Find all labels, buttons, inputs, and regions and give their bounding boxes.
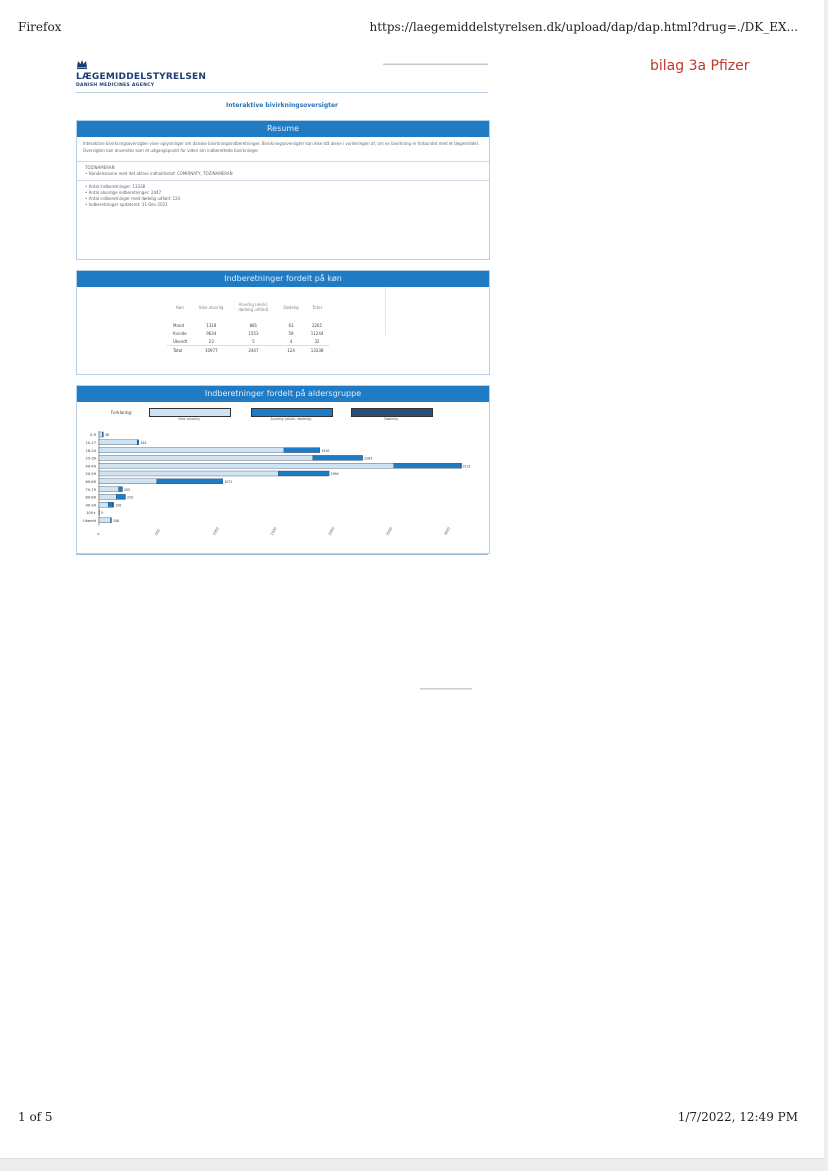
legend-text-serious: Alvorlig (ekskl. dødelig) (270, 417, 312, 421)
cell: 9634 (206, 330, 217, 336)
age-tick-label: 25-39 (85, 456, 96, 461)
cell: 13338 (305, 346, 330, 355)
bar-segment-1 (119, 487, 123, 492)
drug-name: TOZINAMERAN (85, 165, 115, 170)
print-url: https://laegemiddelstyrelsen.dk/upload/dap/dap.html?drug=./DK_EX... (369, 20, 798, 34)
age-bar-chart (77, 428, 489, 548)
header-non-serious: Ikke alvorlig (199, 304, 224, 310)
gender-panel (76, 270, 490, 375)
x-tick-label: 0 (96, 532, 101, 537)
bar-segment-1 (137, 440, 139, 445)
cell: 23 (208, 338, 214, 344)
stat-updated: Indberetninger opdateret: 31-Dec-2021 (88, 202, 168, 207)
print-datetime: 1/7/2022, 12:49 PM (677, 1110, 798, 1124)
x-tick-label: 500 (154, 528, 161, 537)
cell: 2261 (311, 322, 323, 328)
bar-segment-1 (313, 455, 363, 460)
table-row-total (167, 346, 329, 355)
illegible-note-icon (383, 62, 488, 67)
bar-segment-1 (278, 471, 329, 476)
column-divider (385, 287, 386, 335)
cell: 10977 (193, 346, 229, 355)
bar-segment-1 (284, 448, 320, 453)
x-tick-label: 1000 (212, 526, 220, 537)
age-tick-label: 90-99 (85, 503, 96, 508)
legend-text-non-serious: Ikke alvorlig (178, 417, 200, 421)
bar-data-label: 1071 (224, 480, 233, 484)
bar-segment-0 (99, 448, 284, 453)
cell: 32 (314, 338, 320, 344)
legend-swatch-non-serious (149, 408, 231, 417)
bar-data-label: 203 (123, 487, 131, 492)
bar-segment-0 (99, 463, 394, 468)
cell: 1553 (248, 330, 259, 336)
bar-data-label: 5 (101, 511, 104, 516)
bar-segment-1 (394, 463, 461, 468)
cell: 59 (288, 330, 294, 336)
stat-item: • Antal alvorlige indberetninger: 2447 (85, 190, 162, 195)
age-panel (76, 385, 490, 554)
cell: 2447 (229, 346, 277, 355)
legend-swatch-serious (251, 408, 333, 417)
resume-panel (76, 120, 490, 260)
bar-segment-0 (99, 494, 116, 499)
bar-segment-1 (111, 518, 112, 523)
crown-icon (76, 58, 88, 70)
bar-data-label: 229 (126, 495, 134, 500)
chart-legend (111, 408, 421, 424)
bar-segment-0 (99, 432, 102, 437)
stat-item: • Indberetninger opdateret: 31-Dec-2021 (85, 202, 168, 207)
bar-segment-1 (108, 502, 113, 507)
illegible-footer-icon (420, 687, 472, 691)
bar-segment-2 (113, 502, 114, 507)
age-tick-label: 50-59 (85, 472, 96, 477)
cell: 11244 (310, 330, 324, 336)
bar-segment-0 (99, 510, 100, 515)
divider (77, 161, 489, 162)
age-heading: Indberetninger fordelt på aldersgruppe (77, 386, 489, 402)
age-tick-label: 80-89 (85, 495, 96, 500)
bar-segment-0 (99, 455, 313, 460)
cell: 5 (252, 338, 255, 344)
agency-name: LÆGEMIDDELSTYRELSEN (76, 72, 207, 82)
cell: Total (167, 346, 193, 355)
page-count: 1 of 5 (18, 1110, 53, 1124)
cell: 4 (289, 338, 293, 344)
header-serious: Alvorlig (ekskl. dødelig udfald) (238, 302, 269, 312)
bar-segment-0 (99, 479, 157, 484)
table-row (167, 321, 329, 329)
legend-swatch-fatal (351, 408, 433, 417)
bar-data-label: 1910 (321, 448, 330, 453)
header-note (383, 62, 488, 68)
cell: Kvinde (173, 330, 187, 336)
bar-data-label: 38 (104, 433, 109, 438)
age-tick-label: 18-24 (85, 448, 96, 453)
cell: 881 (249, 322, 258, 328)
bar-segment-1 (116, 494, 125, 499)
stat-total: Antal indberetninger: 13338 (88, 184, 146, 189)
agency-logo (76, 58, 246, 92)
exhibit-stamp: bilag 3a Pfizer (650, 58, 750, 74)
resume-paragraph: Interaktive bivirkningsoversigter viser oplysninger om danske bivirkningsindberetninger. Bivirkningsoversigter kan ikke stå alene i vurderingen af, om en bivirkning er forbundet med et lægemiddel. Oversigten kan anvendes som et udgangspunkt for viden om indberettede bivirkninger. (83, 141, 480, 153)
bar-data-label: 3131 (462, 464, 471, 469)
bar-segment-0 (99, 440, 137, 445)
trade-names-item: • Handelsnavne med det aktive indholdsstof: COMIRNATY, TOZINAMERAN (85, 171, 233, 176)
agency-subtitle: DANISH MEDICINES AGENCY (76, 83, 155, 88)
cell: 63 (288, 322, 294, 328)
bottom-strip (0, 1158, 828, 1171)
stat-item: • Antal indberetninger med dødelig udfald: 124 (85, 196, 181, 201)
age-tick-label: 100+ (86, 511, 96, 516)
cell: Mand (173, 322, 184, 328)
header-fatal: Dødelig (283, 304, 299, 310)
age-tick-label: 0-9 (90, 433, 96, 438)
bar-segment-1 (157, 479, 223, 484)
stat-fatal: Antal indberetninger med dødelig udfald: 124 (88, 196, 181, 201)
header-rule (76, 92, 488, 93)
x-tick-label: 3000 (443, 526, 452, 537)
bar-segment-1 (102, 432, 103, 437)
trade-names-text: Handelsnavne med det aktive indholdsstof: COMIRNATY, TOZINAMERAN (88, 171, 233, 176)
bar-segment-0 (99, 502, 108, 507)
header-gender: Køn (176, 304, 184, 310)
x-tick-label: 1500 (269, 526, 278, 537)
table-row (167, 337, 329, 346)
age-tick-label: 10-17 (85, 441, 96, 445)
stat-item: • Antal indberetninger: 13338 (85, 184, 146, 189)
bar-segment-2 (461, 463, 462, 468)
age-tick-label: Ukendt (83, 519, 96, 523)
header-total: Total (312, 304, 322, 310)
bar-data-label: 2283 (364, 456, 373, 461)
cell: Ukendt (173, 338, 188, 344)
bar-segment-0 (99, 471, 278, 476)
stat-serious: Antal alvorlige indberetninger: 2447 (88, 190, 162, 195)
document-title: Interaktive bivirkningsoversigter (225, 102, 339, 109)
bar-segment-0 (99, 518, 111, 523)
gender-table (167, 293, 329, 354)
resume-heading: Resume (77, 121, 489, 137)
table-header-row (167, 293, 329, 321)
bar-data-label: 108 (112, 519, 120, 523)
table-row (167, 329, 329, 337)
cell: 1318 (206, 322, 217, 328)
age-tick-label: 70-79 (85, 487, 96, 492)
age-tick-label: 60-69 (85, 480, 96, 484)
cell: 124 (277, 346, 304, 355)
x-tick-label: 2000 (327, 526, 336, 537)
browser-name: Firefox (18, 20, 62, 34)
right-edge (824, 0, 828, 1170)
footer-rule (76, 554, 488, 555)
age-tick-label: 40-49 (85, 464, 96, 469)
divider (77, 180, 489, 181)
page-note (420, 676, 472, 695)
gender-heading: Indberetninger fordelt på køn (77, 271, 489, 287)
bar-data-label: 126 (115, 503, 122, 508)
bar-data-label: 1994 (330, 472, 339, 477)
bar-data-label: 344 (140, 441, 147, 445)
x-tick-label: 2500 (385, 526, 394, 537)
legend-label: Forklaring: (111, 410, 133, 415)
bar-segment-0 (99, 487, 119, 492)
legend-text-fatal: Dødelig (384, 417, 398, 421)
